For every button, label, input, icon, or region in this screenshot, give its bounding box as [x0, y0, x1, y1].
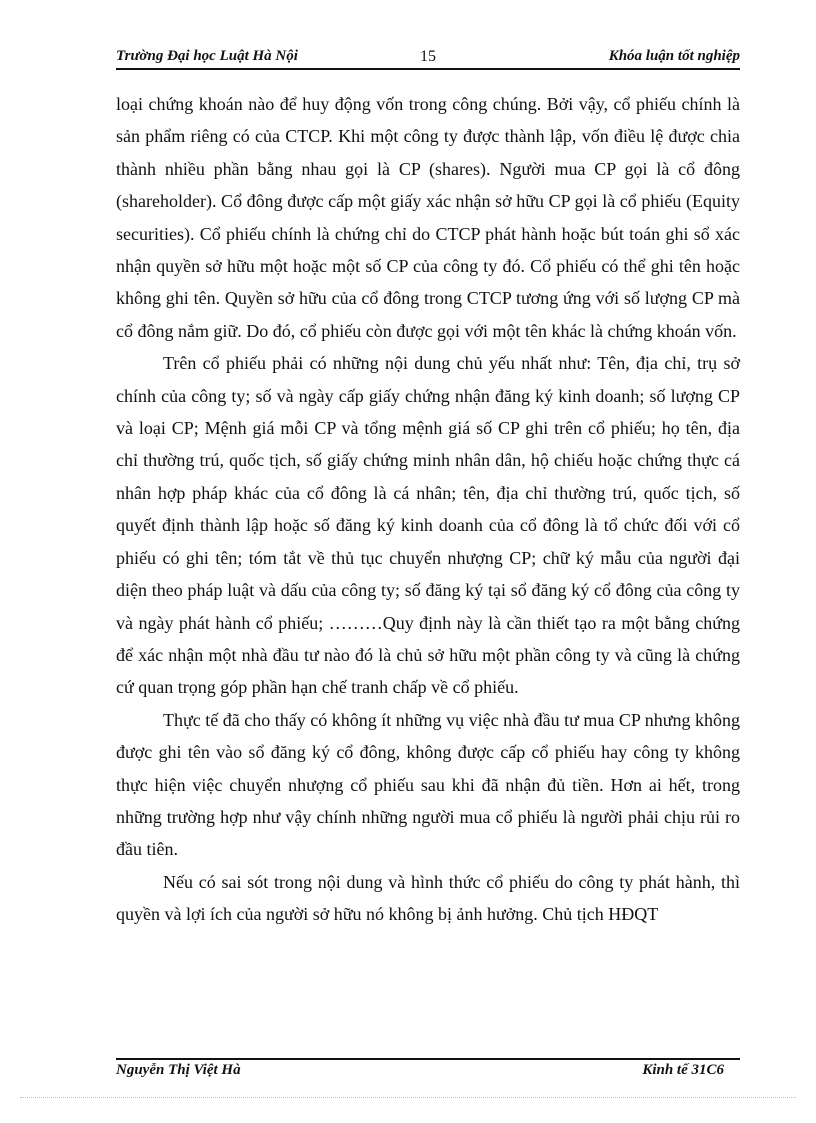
header-document-type: Khóa luận tốt nghiệp: [608, 48, 740, 64]
footer-author: Nguyễn Thị Việt Hà: [116, 1062, 241, 1078]
body-text: [116, 88, 740, 931]
paragraph-investor-risk: Thực tế đã cho thấy có không ít những vụ việc nhà đầu tư mua CP nhưng không được ghi tên vào sổ đăng ký cổ đông, không được cấp cổ phiếu hay công ty không thực hiện việc chuyển nhượng cổ phiếu sau khi đã nhận đủ tiền. Hơn ai hết, trong những trường hợp như vậy chính những người mua cổ phiếu là người phải chịu rủi ro đầu tiên.: [116, 709, 740, 860]
paragraph-continuation: loại chứng khoán nào để huy động vốn trong công chúng. Bởi vậy, cổ phiếu chính là sản phẩm riêng có của CTCP. Khi một công ty được thành lập, vốn điều lệ được chia thành nhiều phần bằng nhau gọi là CP (shares). Người mua CP gọi là cổ đông (shareholder). Cổ đông được cấp một giấy xác nhận sở hữu CP gọi là cổ phiếu (Equity securities). Cổ phiếu chính là chứng chỉ do CTCP phát hành hoặc bút toán ghi sổ xác nhận quyền sở hữu một hoặc một số CP của công ty đó. Cổ phiếu có thể ghi tên hoặc không ghi tên. Quyền sở hữu của cổ đông trong CTCP tương ứng với số lượng CP mà cổ đông nắm giữ. Do đó, cổ phiếu còn được gọi với một tên khác là chứng khoán vốn.: [116, 94, 740, 341]
header-page-number: 15: [420, 48, 436, 65]
paragraph-errors: Nếu có sai sót trong nội dung và hình thức cổ phiếu do công ty phát hành, thì quyền và lợi ích của người sở hữu nó không bị ảnh hưởng. Chủ tịch HĐQT: [116, 871, 740, 925]
page-footer: [116, 1058, 740, 1080]
page-header: [116, 46, 740, 70]
footer-class: Kinh tế 31C6: [642, 1062, 724, 1078]
header-school-name: Trường Đại học Luật Hà Nội: [116, 48, 298, 64]
page-bottom-divider: [20, 1097, 796, 1098]
paragraph-stock-contents: Trên cổ phiếu phải có những nội dung chủ yếu nhất như: Tên, địa chỉ, trụ sở chính của công ty; số và ngày cấp giấy chứng nhận đăng ký kinh doanh; số lượng CP và loại CP; Mệnh giá mỗi CP và tổng mệnh giá số CP ghi trên cổ phiếu; họ tên, địa chỉ thường trú, quốc tịch, số giấy chứng minh nhân dân, hộ chiếu hoặc chứng thực cá nhân hợp pháp khác của cổ đông là cá nhân; tên, địa chỉ thường trú, quốc tịch, số quyết định thành lập hoặc số đăng ký kinh doanh của cổ đông là tổ chức đối với cổ phiếu có ghi tên; tóm tắt về thủ tục chuyển nhượng CP; chữ ký mẫu của người đại diện theo pháp luật và dấu của công ty; số đăng ký tại sổ đăng ký cổ đông của công ty và ngày phát hành cổ phiếu; ………Quy định này là cần thiết tạo ra một bằng chứng để xác nhận một nhà đầu tư nào đó là chủ sở hữu một phần công ty và cũng là chứng cứ quan trọng góp phần hạn chế tranh chấp về cổ phiếu.: [116, 353, 740, 698]
